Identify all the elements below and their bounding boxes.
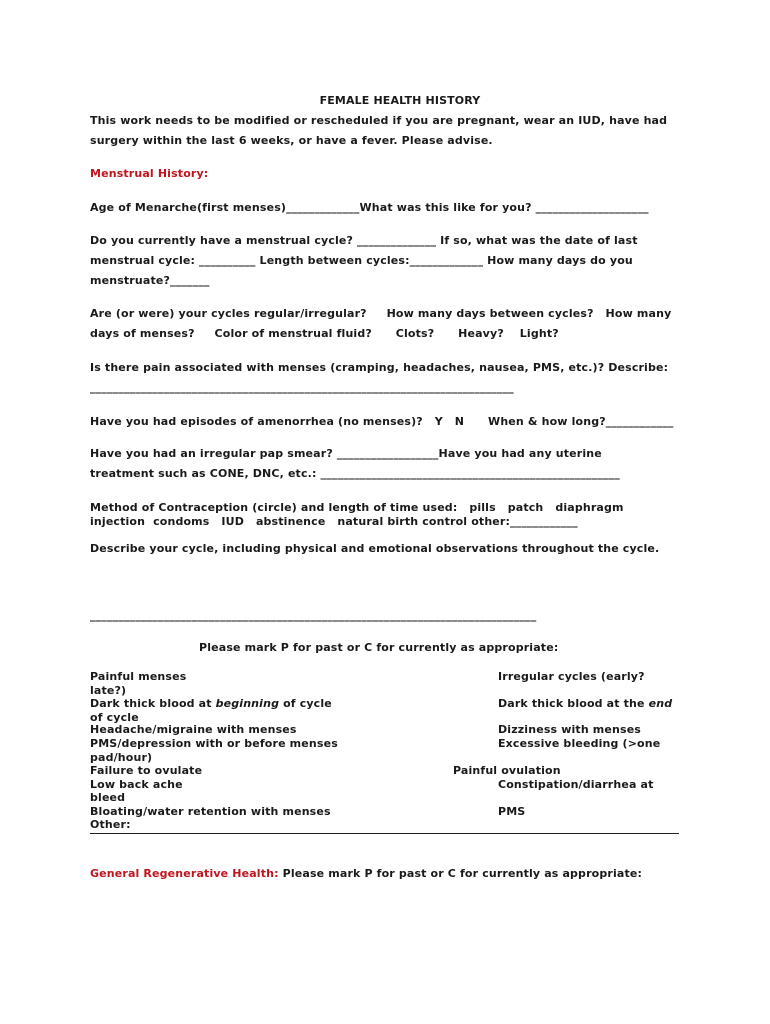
item-painful-menses: Painful menses — [90, 670, 187, 683]
describe-cycle-blank: _______________________________________________________________________________ — [90, 609, 537, 622]
intro-text-line1: This work needs to be modified or rescheduled if you are pregnant, wear an IUD, have had — [90, 114, 668, 127]
section-divider — [90, 833, 679, 834]
question-menarche: Age of Menarche(first menses)_____________What was this like for you? ____________________ — [90, 201, 649, 214]
item-irregular-cycles: Irregular cycles (early? — [498, 670, 645, 683]
item-failure-ovulate: Failure to ovulate — [90, 764, 203, 777]
general-health-instruction: Please mark P for past or C for currently as appropriate: — [278, 867, 643, 880]
general-health-heading: General Regenerative Health: — [90, 867, 279, 880]
item-dark-blood-beginning: Dark thick blood at beginning of cycle — [90, 697, 332, 710]
question-regular-line2: days of menses? Color of menstrual fluid? Clots? Heavy? Light? — [90, 327, 559, 340]
item-bleed-continuation: bleed — [90, 791, 126, 804]
item-dizziness: Dizziness with menses — [498, 723, 642, 736]
question-contraception-line1: Method of Contraception (circle) and length of time used: pills patch diaphragm — [90, 501, 624, 514]
item-low-back-ache: Low back ache — [90, 778, 183, 791]
question-cycle-line1: Do you currently have a menstrual cycle? ______________ If so, what was the date of last — [90, 234, 638, 247]
item-late-continuation: late?) — [90, 684, 127, 697]
menstrual-history-heading: Menstrual History: — [90, 167, 209, 180]
question-cycle-line2: menstrual cycle: __________ Length between cycles:_____________ How many days do you — [90, 254, 633, 267]
item-constipation: Constipation/diarrhea at — [498, 778, 654, 791]
item-other: Other: — [90, 818, 131, 831]
item-painful-ovulation: Painful ovulation — [453, 764, 561, 777]
question-regular-line1: Are (or were) your cycles regular/irregular? How many days between cycles? How many — [90, 307, 672, 320]
item-dark-blood-end: Dark thick blood at the end — [498, 697, 673, 710]
question-amenorrhea: Have you had episodes of amenorrhea (no menses)? Y N When & how long?____________ — [90, 415, 674, 428]
item-of-cycle-continuation: of cycle — [90, 711, 139, 724]
item-pms: PMS — [498, 805, 526, 818]
item-excessive-bleeding: Excessive bleeding (>one — [498, 737, 661, 750]
question-contraception-line2: injection condoms IUD abstinence natural birth control other:____________ — [90, 515, 578, 528]
item-headache: Headache/migraine with menses — [90, 723, 297, 736]
mark-instruction: Please mark P for past or C for currently as appropriate: — [199, 641, 559, 654]
question-pain-blank: ___________________________________________________________________________ — [90, 381, 514, 394]
intro-text-line2: surgery within the last 6 weeks, or have a fever. Please advise. — [90, 134, 493, 147]
item-pms-depression: PMS/depression with or before menses — [90, 737, 338, 750]
question-pap-line1: Have you had an irregular pap smear? __________________Have you had any uterine — [90, 447, 602, 460]
form-title: FEMALE HEALTH HISTORY — [319, 94, 481, 107]
general-health-line — [90, 867, 642, 881]
question-pain-line1: Is there pain associated with menses (cramping, headaches, nausea, PMS, etc.)? Describe: — [90, 361, 669, 374]
question-pap-line2: treatment such as CONE, DNC, etc.: _____________________________________________________ — [90, 467, 620, 480]
question-describe-cycle: Describe your cycle, including physical and emotional observations throughout the cycle. — [90, 542, 660, 555]
item-bloating: Bloating/water retention with menses — [90, 805, 331, 818]
item-pad-hour-continuation: pad/hour) — [90, 751, 153, 764]
question-cycle-line3: menstruate?_______ — [90, 274, 210, 287]
